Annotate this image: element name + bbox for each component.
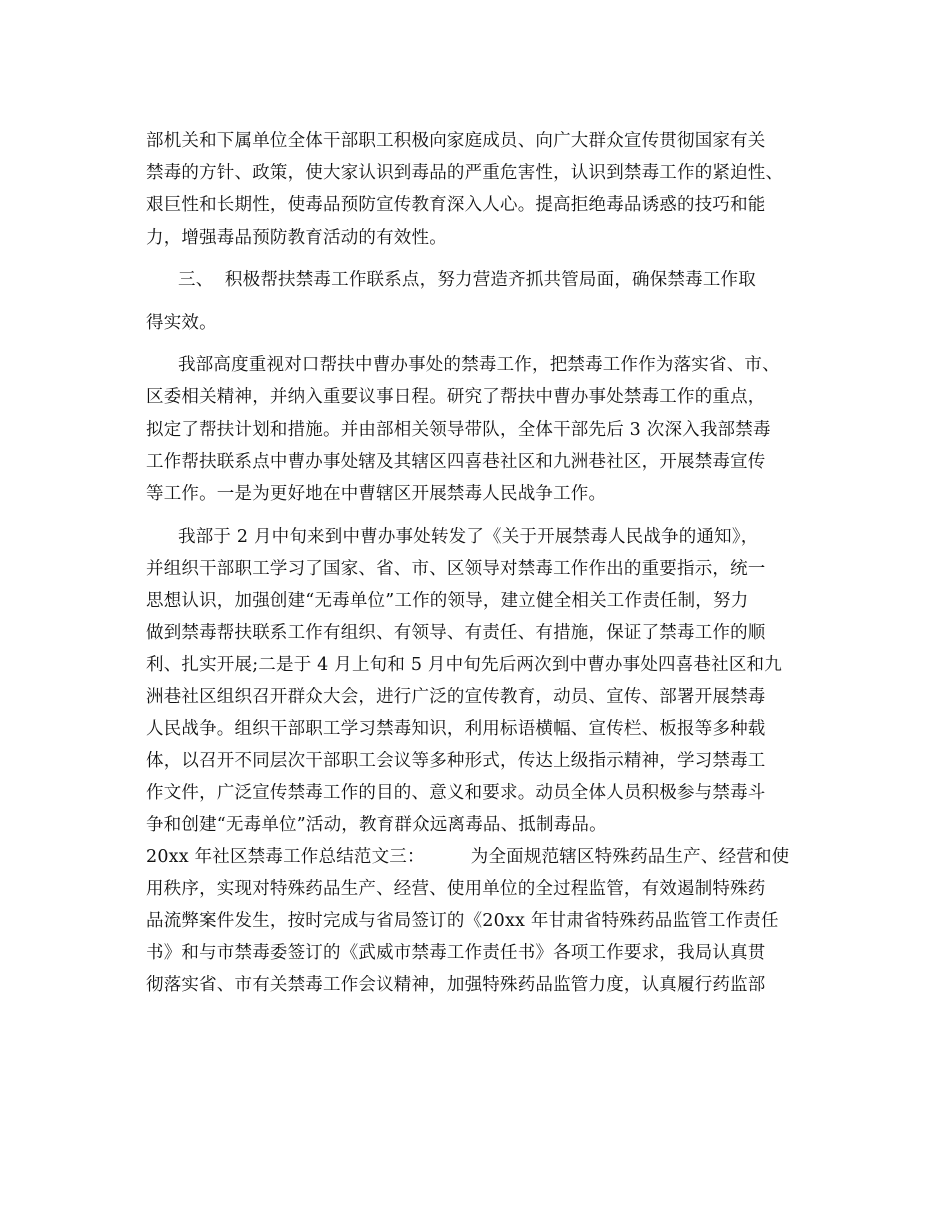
text-line: 我部高度重视对口帮扶中曹办事处的禁毒工作，把禁毒工作作为落实省、市、 [178, 355, 780, 375]
text-line: 我部于 2 月中旬来到中曹办事处转发了《关于开展禁毒人民战争的通知》， [178, 527, 759, 547]
text-line: 用秩序，实现对特殊药品生产、经营、使用单位的全过程监管，有效遏制特殊药 [146, 879, 766, 899]
text-line: 体，以召开不同层次干部职工会议等多种形式，传达上级指示精神，学习禁毒工 [146, 751, 766, 771]
text-line: 人民战争。组织干部职工学习禁毒知识，利用标语横幅、宣传栏、板报等多种载 [146, 719, 766, 739]
text-line: 并组织干部职工学习了国家、省、市、区领导对禁毒工作作出的重要指示，统一 [146, 559, 766, 579]
text-line: 部机关和下属单位全体干部职工积极向家庭成员、向广大群众宣传贯彻国家有关 [146, 131, 766, 151]
text-line: 彻落实省、市有关禁毒工作会议精神，加强特殊药品监管力度，认真履行药监部 [146, 975, 766, 995]
text-line: 工作帮扶联系点中曹办事处辖及其辖区四喜巷社区和九洲巷社区，开展禁毒宣传 [146, 452, 766, 472]
text-line: 洲巷社区组织召开群众大会，进行广泛的宣传教育，动员、宣传、部署开展禁毒 [146, 687, 766, 707]
section-title-line: 20xx 年社区禁毒工作总结范文三： 为全面规范辖区特殊药品生产、经营和使 [146, 847, 790, 867]
text-line: 利、扎实开展;二是于 4 月上旬和 5 月中旬先后两次到中曹办事处四喜巷社区和九 [146, 655, 782, 675]
text-line: 做到禁毒帮扶联系工作有组织、有领导、有责任、有措施，保证了禁毒工作的顺 [146, 623, 766, 643]
text-line: 争和创建“无毒单位”活动，教育群众远离毒品、抵制毒品。 [146, 815, 607, 835]
text-line: 品流弊案件发生，按时完成与省局签订的《20xx 年甘肃省特殊药品监管工作责任 [146, 911, 779, 931]
text-line: 作文件，广泛宣传禁毒工作的目的、意义和要求。动员全体人员积极参与禁毒斗 [146, 783, 766, 803]
text-line: 艰巨性和长期性，使毒品预防宣传教育深入人心。提高拒绝毒品诱惑的技巧和能 [146, 195, 766, 215]
text-line: 区委相关精神，并纳入重要议事日程。研究了帮扶中曹办事处禁毒工作的重点， [146, 387, 766, 407]
text-line: 书》和与市禁毒委签订的《武威市禁毒工作责任书》各项工作要求，我局认真贯 [146, 943, 766, 963]
text-line: 等工作。一是为更好地在中曹辖区开展禁毒人民战争工作。 [146, 484, 607, 504]
section-heading-line: 三、 积极帮扶禁毒工作联系点，努力营造齐抓共管局面，确保禁毒工作取 [178, 270, 756, 290]
text-line: 禁毒的方针、政策，使大家认识到毒品的严重危害性，认识到禁毒工作的紧迫性、 [146, 163, 784, 183]
text-line: 力，增强毒品预防教育活动的有效性。 [146, 228, 447, 248]
text-line: 思想认识，加强创建“无毒单位”工作的领导，建立健全相关工作责任制，努力 [146, 591, 749, 611]
section-heading-line: 得实效。 [146, 313, 217, 333]
text-line: 拟定了帮扶计划和措施。并由部相关领导带队，全体干部先后 3 次深入我部禁毒 [146, 420, 771, 440]
